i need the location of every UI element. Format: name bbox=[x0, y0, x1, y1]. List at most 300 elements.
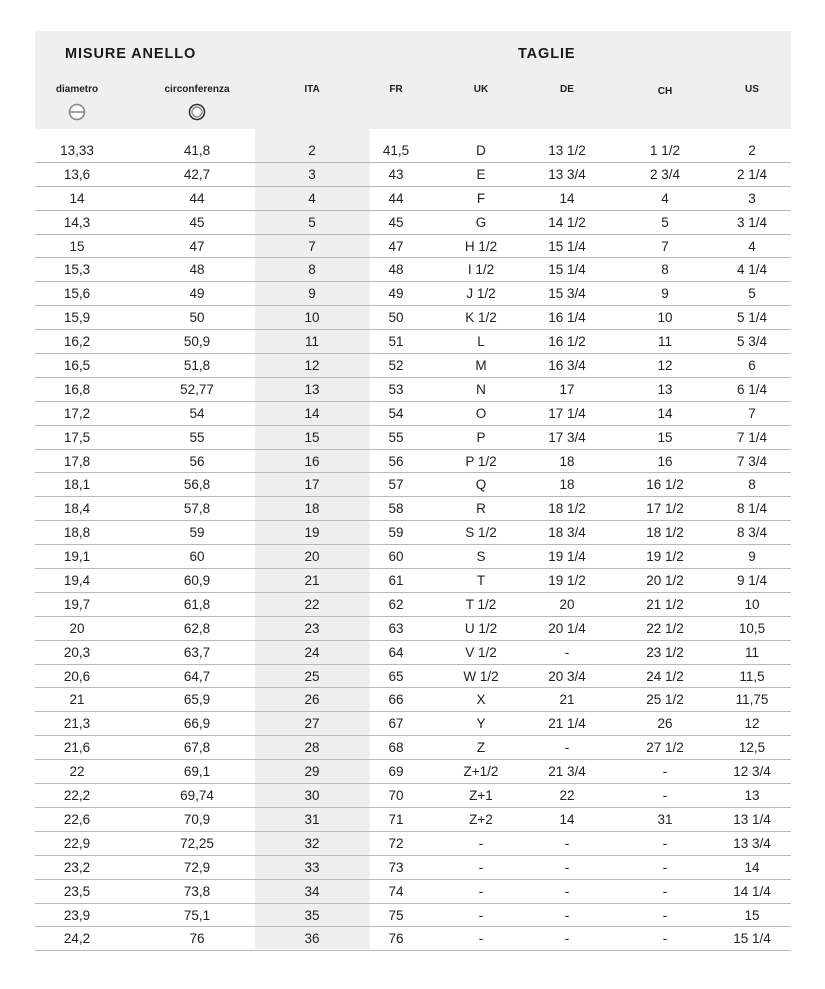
table-row bbox=[35, 282, 791, 306]
cell-diametro: 17,5 bbox=[63, 429, 91, 445]
cell-uk: S 1/2 bbox=[465, 525, 497, 541]
cell-fr: 43 bbox=[388, 166, 404, 182]
cell-fr: 56 bbox=[388, 453, 404, 469]
cell-us: 3 bbox=[748, 190, 756, 206]
cell-de: - bbox=[564, 644, 570, 660]
cell-fr: 75 bbox=[388, 907, 404, 923]
cell-circonferenza: 41,8 bbox=[183, 143, 211, 158]
cell-us: 8 1/4 bbox=[736, 501, 768, 517]
cell-diametro: 15,9 bbox=[63, 310, 91, 326]
cell-us: 11,5 bbox=[739, 668, 765, 684]
cell-uk: Z bbox=[476, 740, 486, 756]
cell-ita: 20 bbox=[304, 549, 320, 565]
cell-ita: 15 bbox=[304, 429, 320, 445]
cell-circonferenza: 54 bbox=[189, 405, 205, 421]
cell-us: 9 bbox=[748, 549, 756, 565]
cell-fr: 76 bbox=[388, 931, 404, 947]
cell-ch: 16 bbox=[657, 453, 673, 469]
cell-circonferenza: 76 bbox=[189, 931, 205, 947]
cell-ita: 22 bbox=[304, 596, 320, 612]
cell-uk: M bbox=[475, 358, 487, 374]
cell-ita: 8 bbox=[308, 262, 316, 278]
cell-de: 20 bbox=[559, 596, 575, 612]
cell-ita: 21 bbox=[304, 573, 320, 589]
cell-ita: 29 bbox=[304, 764, 320, 780]
cell-ita: 13 bbox=[304, 381, 320, 397]
cell-ita: 16 bbox=[304, 453, 320, 469]
cell-circonferenza: 51,8 bbox=[183, 358, 211, 374]
cell-uk: - bbox=[478, 907, 484, 923]
table-row bbox=[35, 688, 791, 712]
table-row bbox=[35, 426, 791, 450]
cell-uk: V 1/2 bbox=[465, 644, 497, 660]
cell-circonferenza: 48 bbox=[189, 262, 205, 278]
cell-uk: E bbox=[476, 166, 486, 182]
col-header-us: US bbox=[745, 84, 759, 95]
table-row bbox=[35, 832, 791, 856]
cell-diametro: 15,3 bbox=[63, 262, 91, 278]
cell-us: 5 3/4 bbox=[736, 334, 768, 350]
cell-us: 7 bbox=[748, 405, 756, 421]
table-row bbox=[35, 497, 791, 521]
col-header-circonferenza: circonferenza bbox=[164, 84, 230, 95]
cell-ch: 23 1/2 bbox=[646, 644, 684, 660]
cell-us: 12,5 bbox=[738, 740, 766, 756]
cell-diametro: 24,2 bbox=[63, 931, 91, 947]
cell-de: 20 1/4 bbox=[548, 620, 586, 636]
cell-diametro: 22,2 bbox=[63, 788, 91, 804]
cell-de: - bbox=[564, 859, 570, 875]
cell-diametro: 22,6 bbox=[63, 811, 91, 827]
cell-uk: S bbox=[476, 549, 486, 565]
table-row bbox=[35, 258, 791, 282]
cell-uk: R bbox=[476, 501, 486, 517]
col-header-diametro: diametro bbox=[55, 84, 99, 95]
cell-ita: 18 bbox=[304, 501, 320, 517]
cell-us: 3 1/4 bbox=[736, 214, 768, 230]
cell-us: 12 bbox=[744, 716, 760, 732]
cell-diametro: 16,5 bbox=[63, 358, 91, 374]
cell-diametro: 13,6 bbox=[63, 166, 91, 182]
cell-circonferenza: 73,8 bbox=[183, 883, 211, 899]
cell-de: - bbox=[564, 931, 570, 947]
cell-diametro: 18,8 bbox=[63, 525, 91, 541]
cell-de: 16 1/4 bbox=[548, 310, 586, 326]
cell-circonferenza: 69,1 bbox=[183, 764, 211, 780]
cell-fr: 64 bbox=[388, 644, 404, 660]
cell-us: 7 3/4 bbox=[736, 453, 768, 469]
cell-ch: 31 bbox=[657, 811, 673, 827]
cell-fr: 72 bbox=[388, 835, 404, 851]
cell-de: 13 1/2 bbox=[548, 143, 586, 158]
cell-de: 21 1/4 bbox=[548, 716, 586, 732]
cell-diametro: 15,6 bbox=[63, 286, 91, 302]
cell-uk: K 1/2 bbox=[465, 310, 497, 326]
col-header-ch: CH bbox=[657, 86, 673, 97]
cell-circonferenza: 55 bbox=[189, 429, 205, 445]
cell-ch: 4 bbox=[661, 190, 669, 206]
cell-fr: 52 bbox=[388, 358, 404, 374]
cell-us: 4 bbox=[748, 238, 756, 254]
cell-circonferenza: 69,74 bbox=[180, 788, 214, 804]
cell-fr: 74 bbox=[388, 883, 404, 899]
table-row bbox=[35, 641, 791, 665]
cell-ita: 31 bbox=[304, 811, 320, 827]
cell-us: 10 bbox=[744, 596, 760, 612]
cell-uk: O bbox=[475, 405, 487, 421]
cell-ita: 33 bbox=[304, 859, 320, 875]
cell-ita: 36 bbox=[304, 931, 320, 947]
cell-ch: 20 1/2 bbox=[646, 573, 684, 589]
cell-ita: 5 bbox=[308, 214, 316, 230]
table-row bbox=[35, 856, 791, 880]
cell-ita: 27 bbox=[304, 716, 320, 732]
cell-diametro: 17,8 bbox=[63, 453, 91, 469]
cell-ch: 8 bbox=[661, 262, 669, 278]
table-row bbox=[35, 760, 791, 784]
cell-fr: 53 bbox=[388, 381, 404, 397]
cell-ch: 10 bbox=[657, 310, 673, 326]
col-header-de: DE bbox=[560, 84, 574, 95]
table-row bbox=[35, 736, 791, 760]
cell-uk: P 1/2 bbox=[465, 453, 497, 469]
cell-diametro: 22 bbox=[69, 764, 85, 780]
cell-ita: 12 bbox=[304, 358, 320, 374]
cell-de: 15 3/4 bbox=[548, 286, 586, 302]
cell-ita: 25 bbox=[304, 668, 320, 684]
cell-circonferenza: 75,1 bbox=[183, 907, 211, 923]
cell-ch: - bbox=[662, 764, 668, 780]
cell-ita: 35 bbox=[304, 907, 320, 923]
cell-us: 5 bbox=[748, 286, 756, 302]
cell-ita: 9 bbox=[308, 286, 316, 302]
cell-fr: 45 bbox=[388, 214, 404, 230]
cell-us: 7 1/4 bbox=[736, 429, 768, 445]
cell-ch: 5 bbox=[661, 214, 669, 230]
cell-uk: N bbox=[476, 381, 486, 397]
table-row bbox=[35, 927, 791, 951]
cell-diametro: 22,9 bbox=[63, 835, 91, 851]
cell-uk: L bbox=[477, 334, 485, 350]
ring-measures-title: MISURE ANELLO bbox=[65, 46, 197, 62]
cell-us: 2 1/4 bbox=[736, 166, 768, 182]
cell-diametro: 16,2 bbox=[63, 334, 91, 350]
table-row bbox=[35, 163, 791, 187]
circumference-ring-icon bbox=[188, 103, 206, 121]
cell-us: 2 bbox=[748, 143, 756, 158]
cell-uk: F bbox=[476, 190, 486, 206]
cell-ch: - bbox=[662, 931, 668, 947]
cell-uk: T bbox=[476, 573, 486, 589]
cell-fr: 66 bbox=[388, 692, 404, 708]
table-row bbox=[35, 617, 791, 641]
cell-de: 13 3/4 bbox=[548, 166, 586, 182]
col-header-uk: UK bbox=[473, 84, 489, 95]
cell-ch: 11 bbox=[657, 334, 672, 350]
col-header-ita: ITA bbox=[304, 84, 320, 95]
cell-diametro: 21 bbox=[69, 692, 85, 708]
cell-ch: 21 1/2 bbox=[646, 596, 684, 612]
cell-fr: 70 bbox=[388, 788, 404, 804]
cell-us: 14 bbox=[744, 859, 760, 875]
cell-fr: 49 bbox=[388, 286, 404, 302]
cell-circonferenza: 49 bbox=[189, 286, 205, 302]
cell-de: 19 1/4 bbox=[548, 549, 586, 565]
cell-de: - bbox=[564, 883, 570, 899]
cell-de: 17 1/4 bbox=[548, 405, 586, 421]
size-table-body bbox=[35, 139, 791, 951]
cell-de: 18 bbox=[559, 453, 575, 469]
cell-uk: H 1/2 bbox=[464, 238, 498, 254]
cell-ita: 34 bbox=[304, 883, 320, 899]
cell-diametro: 23,2 bbox=[63, 859, 91, 875]
cell-diametro: 18,4 bbox=[63, 501, 91, 517]
cell-fr: 60 bbox=[388, 549, 404, 565]
cell-diametro: 20,3 bbox=[63, 644, 91, 660]
cell-ch: 12 bbox=[657, 358, 673, 374]
cell-circonferenza: 65,9 bbox=[183, 692, 211, 708]
cell-diametro: 19,4 bbox=[63, 573, 91, 589]
diameter-ring-icon bbox=[68, 103, 86, 121]
cell-ita: 28 bbox=[304, 740, 320, 756]
cell-circonferenza: 62,8 bbox=[183, 620, 211, 636]
sizes-title: TAGLIE bbox=[518, 46, 576, 62]
table-row bbox=[35, 402, 791, 426]
cell-uk: D bbox=[476, 143, 486, 158]
cell-fr: 55 bbox=[388, 429, 404, 445]
cell-circonferenza: 60,9 bbox=[183, 573, 211, 589]
cell-circonferenza: 45 bbox=[189, 214, 205, 230]
cell-de: 18 1/2 bbox=[548, 501, 586, 517]
table-row bbox=[35, 211, 791, 235]
table-row bbox=[35, 712, 791, 736]
cell-ch: 25 1/2 bbox=[646, 692, 684, 708]
cell-de: 18 3/4 bbox=[548, 525, 586, 541]
table-row bbox=[35, 665, 791, 689]
cell-ch: 16 1/2 bbox=[646, 477, 684, 493]
cell-us: 11 bbox=[744, 644, 759, 660]
cell-us: 11,75 bbox=[735, 692, 769, 708]
cell-circonferenza: 50,9 bbox=[183, 334, 211, 350]
cell-ch: 22 1/2 bbox=[646, 620, 684, 636]
cell-us: 13 bbox=[744, 788, 760, 804]
cell-uk: P bbox=[476, 429, 486, 445]
cell-ita: 32 bbox=[304, 835, 320, 851]
cell-ita: 17 bbox=[304, 477, 320, 493]
cell-fr: 73 bbox=[388, 859, 404, 875]
table-row bbox=[35, 808, 791, 832]
cell-ita: 11 bbox=[304, 334, 319, 350]
cell-de: 19 1/2 bbox=[548, 573, 586, 589]
cell-de: 14 bbox=[559, 811, 575, 827]
cell-us: 13 3/4 bbox=[733, 835, 771, 851]
cell-uk: Z+2 bbox=[469, 811, 493, 827]
cell-ch: 18 1/2 bbox=[646, 525, 684, 541]
cell-circonferenza: 66,9 bbox=[183, 716, 211, 732]
cell-circonferenza: 60 bbox=[189, 549, 205, 565]
table-row bbox=[35, 545, 791, 569]
cell-de: - bbox=[564, 907, 570, 923]
cell-fr: 71 bbox=[388, 811, 404, 827]
cell-fr: 47 bbox=[388, 238, 404, 254]
cell-ita: 30 bbox=[304, 788, 320, 804]
cell-de: 15 1/4 bbox=[548, 262, 586, 278]
cell-de: 18 bbox=[559, 477, 575, 493]
cell-de: 16 1/2 bbox=[548, 334, 586, 350]
cell-us: 8 3/4 bbox=[736, 525, 768, 541]
cell-de: 17 bbox=[559, 381, 575, 397]
cell-fr: 48 bbox=[388, 262, 404, 278]
cell-ch: 13 bbox=[657, 381, 673, 397]
cell-us: 14 1/4 bbox=[733, 883, 771, 899]
cell-circonferenza: 61,8 bbox=[183, 596, 211, 612]
cell-ch: 9 bbox=[661, 286, 669, 302]
cell-ita: 26 bbox=[304, 692, 320, 708]
table-row bbox=[35, 880, 791, 904]
cell-fr: 50 bbox=[388, 310, 404, 326]
cell-fr: 44 bbox=[388, 190, 404, 206]
cell-circonferenza: 42,7 bbox=[183, 166, 211, 182]
table-row bbox=[35, 450, 791, 474]
cell-fr: 68 bbox=[388, 740, 404, 756]
cell-uk: Y bbox=[476, 716, 486, 732]
cell-uk: - bbox=[478, 931, 484, 947]
cell-diametro: 20 bbox=[69, 620, 85, 636]
cell-circonferenza: 47 bbox=[189, 238, 205, 254]
cell-us: 8 bbox=[748, 477, 756, 493]
cell-ita: 7 bbox=[308, 238, 316, 254]
cell-uk: - bbox=[478, 835, 484, 851]
cell-de: 17 3/4 bbox=[548, 429, 586, 445]
cell-circonferenza: 52,77 bbox=[180, 381, 214, 397]
cell-us: 9 1/4 bbox=[736, 573, 768, 589]
table-row bbox=[35, 187, 791, 211]
cell-fr: 62 bbox=[388, 596, 404, 612]
cell-diametro: 23,5 bbox=[63, 883, 91, 899]
cell-circonferenza: 57,8 bbox=[183, 501, 211, 517]
cell-circonferenza: 56 bbox=[189, 453, 205, 469]
cell-fr: 51 bbox=[388, 334, 404, 350]
cell-fr: 65 bbox=[388, 668, 404, 684]
cell-de: 16 3/4 bbox=[548, 358, 586, 374]
cell-circonferenza: 63,7 bbox=[183, 644, 211, 660]
cell-circonferenza: 64,7 bbox=[183, 668, 211, 684]
cell-ch: 14 bbox=[657, 405, 673, 421]
cell-ch: 26 bbox=[657, 716, 673, 732]
cell-de: 14 bbox=[559, 190, 575, 206]
cell-diametro: 23,9 bbox=[63, 907, 91, 923]
cell-uk: U 1/2 bbox=[464, 620, 498, 636]
cell-ch: 24 1/2 bbox=[646, 668, 684, 684]
cell-diametro: 21,6 bbox=[63, 740, 91, 756]
cell-us: 4 1/4 bbox=[736, 262, 768, 278]
cell-ch: 17 1/2 bbox=[646, 501, 684, 517]
cell-diametro: 14 bbox=[69, 190, 85, 206]
cell-ch: 27 1/2 bbox=[646, 740, 684, 756]
cell-ita: 2 bbox=[308, 143, 316, 158]
cell-us: 15 bbox=[744, 907, 760, 923]
cell-uk: W 1/2 bbox=[463, 668, 499, 684]
cell-uk: T 1/2 bbox=[465, 596, 497, 612]
cell-uk: I 1/2 bbox=[467, 262, 495, 278]
cell-diametro: 18,1 bbox=[63, 477, 91, 493]
cell-uk: Z+1 bbox=[469, 788, 493, 804]
cell-fr: 41,5 bbox=[382, 143, 410, 158]
cell-de: - bbox=[564, 740, 570, 756]
cell-circonferenza: 56,8 bbox=[183, 477, 211, 493]
cell-ch: - bbox=[662, 835, 668, 851]
cell-uk: Z+1/2 bbox=[463, 764, 499, 780]
cell-fr: 58 bbox=[388, 501, 404, 517]
cell-ita: 3 bbox=[308, 166, 316, 182]
table-row bbox=[35, 473, 791, 497]
cell-ch: - bbox=[662, 883, 668, 899]
cell-us: 13 1/4 bbox=[733, 811, 771, 827]
cell-de: 14 1/2 bbox=[548, 214, 586, 230]
cell-de: 21 3/4 bbox=[548, 764, 586, 780]
table-row bbox=[35, 593, 791, 617]
col-header-fr: FR bbox=[389, 84, 403, 95]
cell-de: - bbox=[564, 835, 570, 851]
cell-ch: 15 bbox=[657, 429, 673, 445]
cell-ita: 19 bbox=[304, 525, 320, 541]
cell-ita: 24 bbox=[304, 644, 320, 660]
table-row bbox=[35, 904, 791, 928]
cell-ch: 7 bbox=[661, 238, 669, 254]
cell-de: 22 bbox=[559, 788, 575, 804]
cell-diametro: 19,1 bbox=[63, 549, 91, 565]
cell-circonferenza: 44 bbox=[189, 190, 205, 206]
cell-uk: - bbox=[478, 883, 484, 899]
table-row bbox=[35, 235, 791, 259]
cell-uk: X bbox=[476, 692, 486, 708]
cell-circonferenza: 67,8 bbox=[183, 740, 211, 756]
cell-de: 21 bbox=[559, 692, 575, 708]
cell-ch: 1 1/2 bbox=[649, 143, 681, 158]
table-row bbox=[35, 784, 791, 808]
cell-circonferenza: 50 bbox=[189, 310, 205, 326]
cell-ch: - bbox=[662, 788, 668, 804]
cell-circonferenza: 59 bbox=[189, 525, 205, 541]
cell-us: 6 bbox=[748, 358, 756, 374]
cell-fr: 69 bbox=[388, 764, 404, 780]
cell-diametro: 16,8 bbox=[63, 381, 91, 397]
cell-diametro: 13,33 bbox=[60, 143, 94, 158]
cell-uk: Q bbox=[475, 477, 487, 493]
cell-diametro: 21,3 bbox=[63, 716, 91, 732]
cell-us: 10,5 bbox=[738, 620, 766, 636]
table-row bbox=[35, 521, 791, 545]
table-row bbox=[35, 306, 791, 330]
cell-us: 15 1/4 bbox=[733, 931, 771, 947]
cell-circonferenza: 70,9 bbox=[183, 811, 211, 827]
cell-ch: - bbox=[662, 907, 668, 923]
cell-diametro: 15 bbox=[69, 238, 85, 254]
cell-diametro: 17,2 bbox=[63, 405, 91, 421]
cell-ch: 19 1/2 bbox=[646, 549, 684, 565]
cell-us: 5 1/4 bbox=[736, 310, 768, 326]
cell-us: 12 3/4 bbox=[733, 764, 771, 780]
cell-circonferenza: 72,9 bbox=[183, 859, 211, 875]
cell-de: 20 3/4 bbox=[548, 668, 586, 684]
cell-uk: J 1/2 bbox=[466, 286, 496, 302]
cell-fr: 67 bbox=[388, 716, 404, 732]
cell-uk: - bbox=[478, 859, 484, 875]
cell-diametro: 19,7 bbox=[63, 596, 91, 612]
cell-ita: 4 bbox=[308, 190, 316, 206]
cell-fr: 59 bbox=[388, 525, 404, 541]
cell-diametro: 20,6 bbox=[63, 668, 91, 684]
